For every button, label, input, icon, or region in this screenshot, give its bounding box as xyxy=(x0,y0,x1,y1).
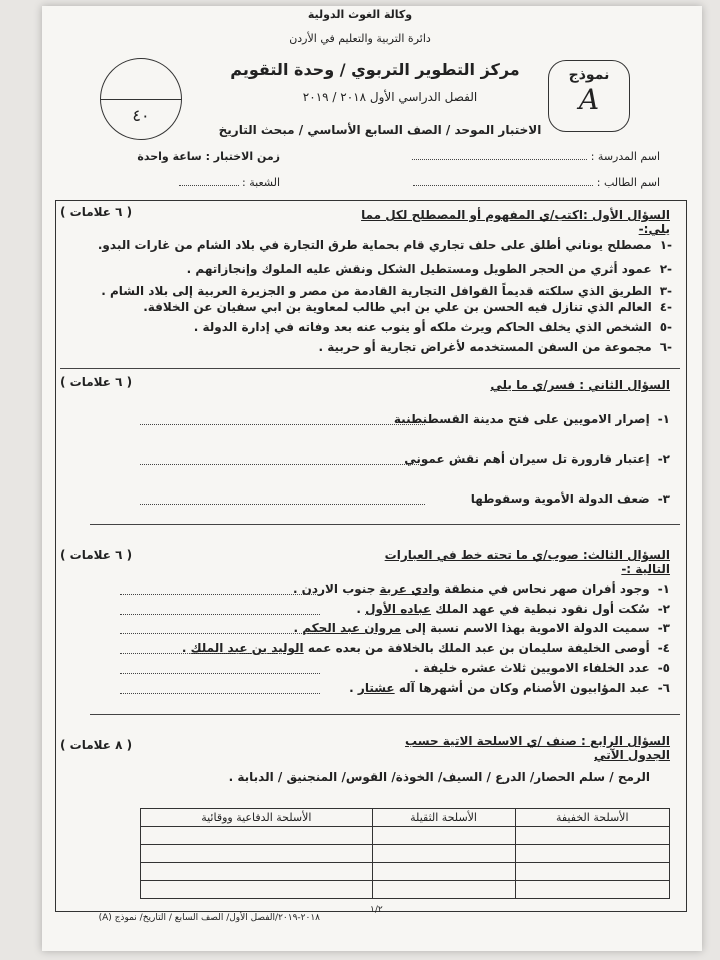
answer-line[interactable] xyxy=(120,693,320,694)
department-name: دائرة التربية والتعليم في الأردن xyxy=(289,32,431,45)
q3-item-post: . xyxy=(293,621,299,635)
table-cell[interactable] xyxy=(141,827,373,845)
school-label: اسم المدرسة : xyxy=(590,150,660,163)
q3-item-pre: عبد المؤابيون الأصنام وكان من أشهرها آله xyxy=(398,681,650,695)
table-header-row xyxy=(141,809,670,827)
q1-item-3 xyxy=(60,284,672,298)
q1-title: السؤال الأول :اكتب/ي المفهوم أو المصطلح لكل مما يلي:- xyxy=(361,208,670,236)
table-row xyxy=(141,863,670,881)
student-dots xyxy=(413,185,593,186)
q3-item-num: ٦- xyxy=(657,681,670,695)
q3-item-pre: أوصى الخليفة سليمان بن عبد الملك بالخلافة من بعده عمه xyxy=(307,641,650,655)
table-cell[interactable] xyxy=(372,845,515,863)
q3-item-num: ٤- xyxy=(657,641,670,655)
score-circle xyxy=(100,58,182,140)
q3-item-num: ١- xyxy=(657,582,670,596)
table-cell[interactable] xyxy=(372,827,515,845)
q1-item-text: العالم الذي تنازل فيه الحسن بن علي بن ابي طالب لمعاوية بن ابي سفيان عن الخلافة. xyxy=(143,300,652,314)
table-row xyxy=(141,881,670,899)
q3-item-pre: سُكت أول نقود نبطية في عهد الملك xyxy=(435,602,650,616)
q1-item-2 xyxy=(60,262,672,276)
q3-underlined: عشتار xyxy=(357,681,395,695)
school-dots xyxy=(412,159,587,160)
answer-line[interactable] xyxy=(120,653,280,654)
q2-item-2 xyxy=(404,452,670,466)
table-cell[interactable] xyxy=(515,845,670,863)
q3-underlined: مروان عبد الحكم xyxy=(302,621,402,635)
q3-underlined: عباده الأول xyxy=(365,602,432,616)
section-divider xyxy=(90,714,680,715)
table-header-defensive: الأسلحة الدفاعية ووقائية xyxy=(141,809,373,827)
q2-title: السؤال الثاني : فسر/ي ما يلي xyxy=(490,378,670,392)
q1-item-num: -٥ xyxy=(659,320,672,334)
q3-item-num: ٥- xyxy=(657,661,670,675)
q4-marks: ( ٨ علامات ) xyxy=(60,738,133,752)
q1-item-text: الشخص الذي يخلف الحاكم ويرث ملكه أو ينوب عنه بعد وفاته في إدارة الدولة . xyxy=(193,320,652,334)
org-name: وكالة الغوث الدولية xyxy=(307,8,413,21)
q1-item-5 xyxy=(60,320,672,334)
table-cell[interactable] xyxy=(372,863,515,881)
school-name-field[interactable] xyxy=(390,150,660,163)
section-label: الشعبة : xyxy=(242,176,280,189)
q2-item-num: ١- xyxy=(657,412,670,426)
q1-item-num: -٣ xyxy=(659,284,672,298)
q3-item-2 xyxy=(330,602,670,616)
q3-item-5 xyxy=(330,661,670,675)
student-label: اسم الطالب : xyxy=(596,176,660,189)
q2-item-text: إعتبار قارورة تل سيران أهم نقش عموني xyxy=(404,452,650,466)
q3-item-num: ٣- xyxy=(657,621,670,635)
answer-line[interactable] xyxy=(120,673,320,674)
q3-item-post: . xyxy=(181,641,187,655)
q3-item-1 xyxy=(292,582,670,596)
total-score: ٤٠ xyxy=(132,106,150,125)
q3-item-3 xyxy=(293,621,670,635)
q3-underlined: الوليد بن عبد الملك xyxy=(190,641,304,655)
q3-item-pre: وجود أفران صهر نحاس في منطقة xyxy=(444,582,650,596)
q2-item-num: ٣- xyxy=(657,492,670,506)
table-cell[interactable] xyxy=(141,881,373,899)
answer-line[interactable] xyxy=(140,464,425,465)
q1-item-6 xyxy=(60,340,672,354)
table-cell[interactable] xyxy=(515,863,670,881)
model-box xyxy=(548,60,630,132)
table-header-heavy: الأسلحة الثقيلة xyxy=(372,809,515,827)
model-label: نموذج xyxy=(568,67,610,83)
q3-item-pre: سميت الدولة الاموية بهذا الاسم نسبة إلى xyxy=(405,621,650,635)
table-cell[interactable] xyxy=(515,827,670,845)
q1-marks: ( ٦ علامات ) xyxy=(60,205,133,219)
section-dots xyxy=(179,185,239,186)
q3-item-6 xyxy=(330,681,670,695)
q1-item-text: الطريق الذي سلكته قديماً القوافل التجارية القادمة من مصر و الجزيرة العربية إلى بلاد الشام . xyxy=(101,284,652,298)
q3-marks: ( ٦ علامات ) xyxy=(60,548,133,562)
q3-item-num: ٢- xyxy=(657,602,670,616)
q1-item-num: -٢ xyxy=(659,262,672,276)
exam-line: الاختبار الموحد / الصف السابع الأساسي / مبحث التاريخ xyxy=(218,123,542,137)
q1-item-text: مجموعة من السفن المستخدمه لأغراض تجارية أو حربية . xyxy=(318,340,652,354)
exam-duration: زمن الاختبار : ساعة واحدة xyxy=(137,150,280,163)
q3-item-4 xyxy=(181,641,670,655)
footer-text: ٢٠١٨-٢٠١٩/الفصل الأول/ الصف السابع / التاريخ/ نموذج (A) xyxy=(98,913,320,923)
table-row xyxy=(141,845,670,863)
q4-title: السؤال الرابع : صنف /ي الاسلحة الاتية حسب الجدول الآتي xyxy=(405,734,670,762)
semester: الفصل الدراسي الأول ٢٠١٨ / ٢٠١٩ xyxy=(302,90,478,104)
q1-item-text: عمود أثري من الحجر الطويل ومستطيل الشكل ونقش عليه الملوك وإنجازاتهم . xyxy=(186,262,652,276)
answer-line[interactable] xyxy=(120,614,320,615)
q2-item-1 xyxy=(393,412,670,426)
q3-item-post: جنوب الاردن . xyxy=(292,582,376,596)
page-number: ١/٢ xyxy=(370,905,383,915)
q2-item-text: ضعف الدولة الأموية وسقوطها xyxy=(470,492,650,506)
table-cell[interactable] xyxy=(372,881,515,899)
q3-item-post: . xyxy=(349,681,354,695)
q1-item-text: مصطلح يوناني أطلق على حلف تجاري قام بحماية طرق التجارة في بلاد الشام من غارات البدو. xyxy=(97,238,652,252)
table-cell[interactable] xyxy=(515,881,670,899)
q2-item-3 xyxy=(430,492,670,506)
answer-line[interactable] xyxy=(120,594,320,595)
table-header-light: الأسلحة الخفيفة xyxy=(515,809,670,827)
center-title: مركز التطوير التربوي / وحدة التقويم xyxy=(230,60,520,79)
q1-item-4 xyxy=(60,300,672,314)
q1-item-num: -٤ xyxy=(659,300,672,314)
q1-item-1 xyxy=(60,238,672,252)
q1-item-num: -١ xyxy=(659,238,672,252)
q2-marks: ( ٦ علامات ) xyxy=(60,375,133,389)
score-divider xyxy=(101,99,181,100)
table-cell[interactable] xyxy=(141,863,373,881)
q3-item-pre: عدد الخلفاء الامويين ثلاث عشره خليفة . xyxy=(414,661,650,675)
model-code: A xyxy=(578,83,600,116)
section-divider xyxy=(90,524,680,525)
q3-underlined: وادي عربة xyxy=(379,582,440,596)
q1-item-num: -٦ xyxy=(659,340,672,354)
q2-item-text: إصرار الامويين على فتح مدينة القسطنطنية xyxy=(393,412,650,426)
table-cell[interactable] xyxy=(141,845,373,863)
q3-title: السؤال الثالث: صوب/ي ما تحته خط في العبارات التالية :- xyxy=(384,548,670,576)
q4-weapons-list: الرمح / سلم الحصار/ الدرع / السيف/ الخوذة/ القوس/ المنجنيق / الدبابة . xyxy=(228,770,650,784)
q3-item-post: . xyxy=(356,602,361,616)
section-field[interactable] xyxy=(80,176,280,189)
table-row xyxy=(141,827,670,845)
answer-line[interactable] xyxy=(140,424,425,425)
q2-item-num: ٢- xyxy=(657,452,670,466)
classification-table xyxy=(140,808,670,899)
answer-line[interactable] xyxy=(120,633,320,634)
answer-line[interactable] xyxy=(140,504,425,505)
student-name-field[interactable] xyxy=(390,176,660,189)
section-divider xyxy=(60,368,680,369)
